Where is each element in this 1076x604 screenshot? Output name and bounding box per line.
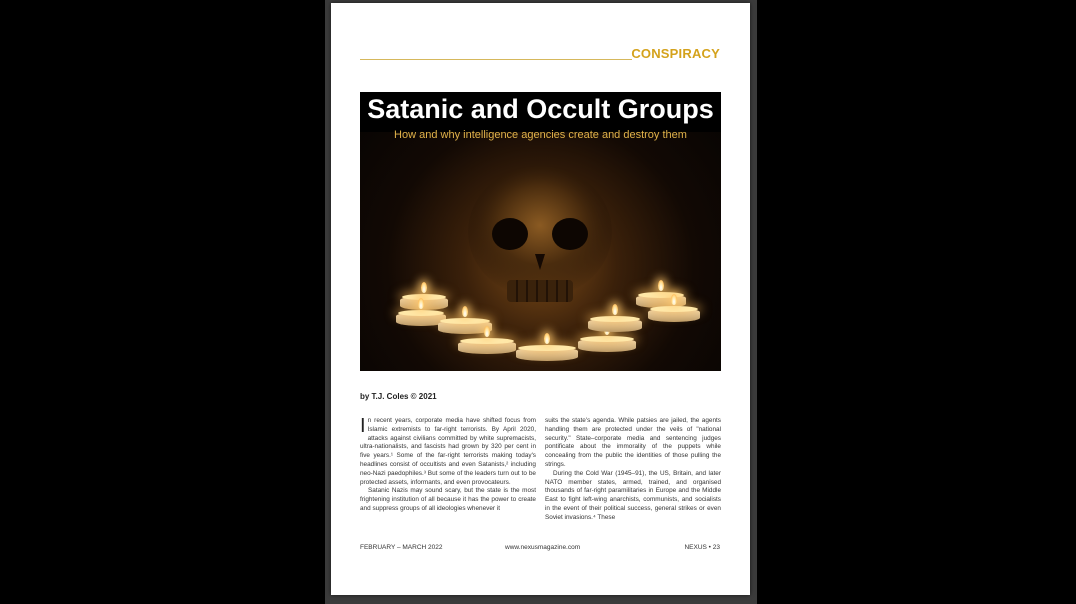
- candle-icon: [588, 310, 642, 336]
- byline: by T.J. Coles © 2021: [360, 392, 437, 401]
- body-column-2: [545, 417, 721, 523]
- skull-icon: [455, 162, 625, 322]
- paragraph: [360, 417, 536, 487]
- drop-cap: I: [360, 415, 366, 437]
- section-label: CONSPIRACY: [631, 46, 720, 61]
- footer-url: www.nexusmagazine.com: [505, 544, 581, 551]
- paragraph: suits the state's agenda. While patsies are jailed, the agents handling them are protected under the veils of "national security." State–corporate media and sentencing judges pontificate about the immorality of the puppets while concealing from the public the identities of those pulling the strings.: [545, 417, 721, 468]
- paragraph-text: n recent years, corporate media have shifted focus from Islamic extremists to far-right terrorists. By April 2020, attacks against civilians committed by white supremacists, ultra-nationalists, and fascists had grown by 320 per cent in five years.¹ Some of the far-right terrorists making today's headlines consist of occultists and even Satanists,² including neo-Nazi paedophiles.³ But some of the leaders turn out to be protected assets, informants, and even provocateurs.: [360, 417, 536, 486]
- hero-image: [360, 92, 721, 371]
- body-column-1: [360, 417, 536, 514]
- candle-icon: [516, 339, 578, 365]
- section-divider: [360, 59, 632, 60]
- article-subtitle: How and why intelligence agencies create and destroy them: [394, 129, 687, 141]
- article-title: Satanic and Occult Groups: [367, 94, 714, 124]
- candle-icon: [648, 300, 700, 326]
- paragraph: During the Cold War (1945–91), the US, Britain, and later NATO member states, armed, trained, and organised thousands of far-right paramilitaries in Europe and the Middle East to fight left-wing anarchists, communists, and socialists in the event of their political success, general strikes or even Soviet invasions.⁴ These: [545, 469, 721, 521]
- candle-icon: [458, 332, 516, 358]
- footer-date: FEBRUARY – MARCH 2022: [360, 544, 443, 551]
- paragraph: Satanic Nazis may sound scary, but the state is the most frightening institution of all because it has the power to create and suppress groups of all ideologies whenever it: [360, 487, 536, 512]
- magazine-page: [331, 3, 750, 595]
- footer-page-number: NEXUS • 23: [684, 544, 720, 551]
